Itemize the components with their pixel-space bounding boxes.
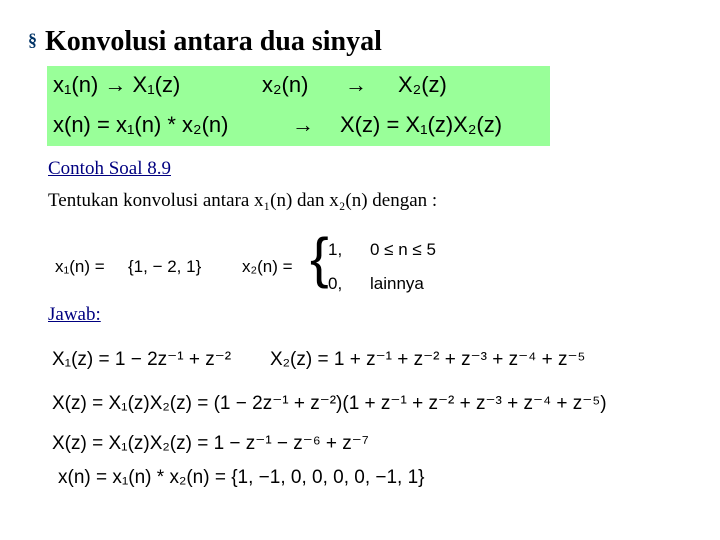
answer-product-result: X(z) = X₁(z)X₂(z) = 1 − z⁻¹ − z⁻⁶ + z⁻⁷ <box>52 433 369 454</box>
x2-cases-brace: { <box>310 226 329 289</box>
box-row2-time-domain: x(n) = x₁(n) * x₂(n) <box>53 112 229 137</box>
example-heading: Contoh Soal 8.9 <box>48 158 171 179</box>
x2-case1-value: 1, <box>328 240 343 259</box>
slide-title <box>28 26 382 58</box>
x2-case2-value: 0, <box>328 274 343 293</box>
x1-definition-rhs: {1, − 2, 1} <box>128 257 202 276</box>
x2-definition-lhs: x₂(n) = <box>242 257 293 276</box>
box-row1-X2: X₂(z) <box>398 72 447 97</box>
example-prompt: Tentukan konvolusi antara x₁(n) dan x₂(n) dengan : <box>48 190 438 211</box>
box-row2-arrow: → <box>292 112 314 137</box>
bullet-icon: § <box>28 30 37 50</box>
slide-title-text: Konvolusi antara dua sinyal <box>45 26 382 57</box>
answer-X2: X₂(z) = 1 + z⁻¹ + z⁻² + z⁻³ + z⁻⁴ + z⁻⁵ <box>270 349 586 370</box>
x1-definition-lhs: x₁(n) = <box>55 257 105 276</box>
box-row1-x2: x₂(n) <box>262 72 309 97</box>
box-row2-z-domain: X(z) = X₁(z)X₂(z) <box>340 112 503 137</box>
answer-X1: X₁(z) = 1 − 2z⁻¹ + z⁻² <box>52 349 232 370</box>
x2-case1-condition: 0 ≤ n ≤ 5 <box>370 240 436 259</box>
box-row1-arrow: → <box>345 72 367 97</box>
answer-convolution-result: x(n) = x₁(n) * x₂(n) = {1, −1, 0, 0, 0, 0, −1, 1} <box>58 467 425 488</box>
answer-heading: Jawab: <box>48 304 101 325</box>
box-row1-pair1: x₁(n) → X₁(z) <box>53 72 181 97</box>
answer-product-expanded: X(z) = X₁(z)X₂(z) = (1 − 2z⁻¹ + z⁻²)(1 + z⁻¹ + z⁻² + z⁻³ + z⁻⁴ + z⁻⁵) <box>52 393 607 414</box>
x2-case2-condition: lainnya <box>370 274 424 293</box>
